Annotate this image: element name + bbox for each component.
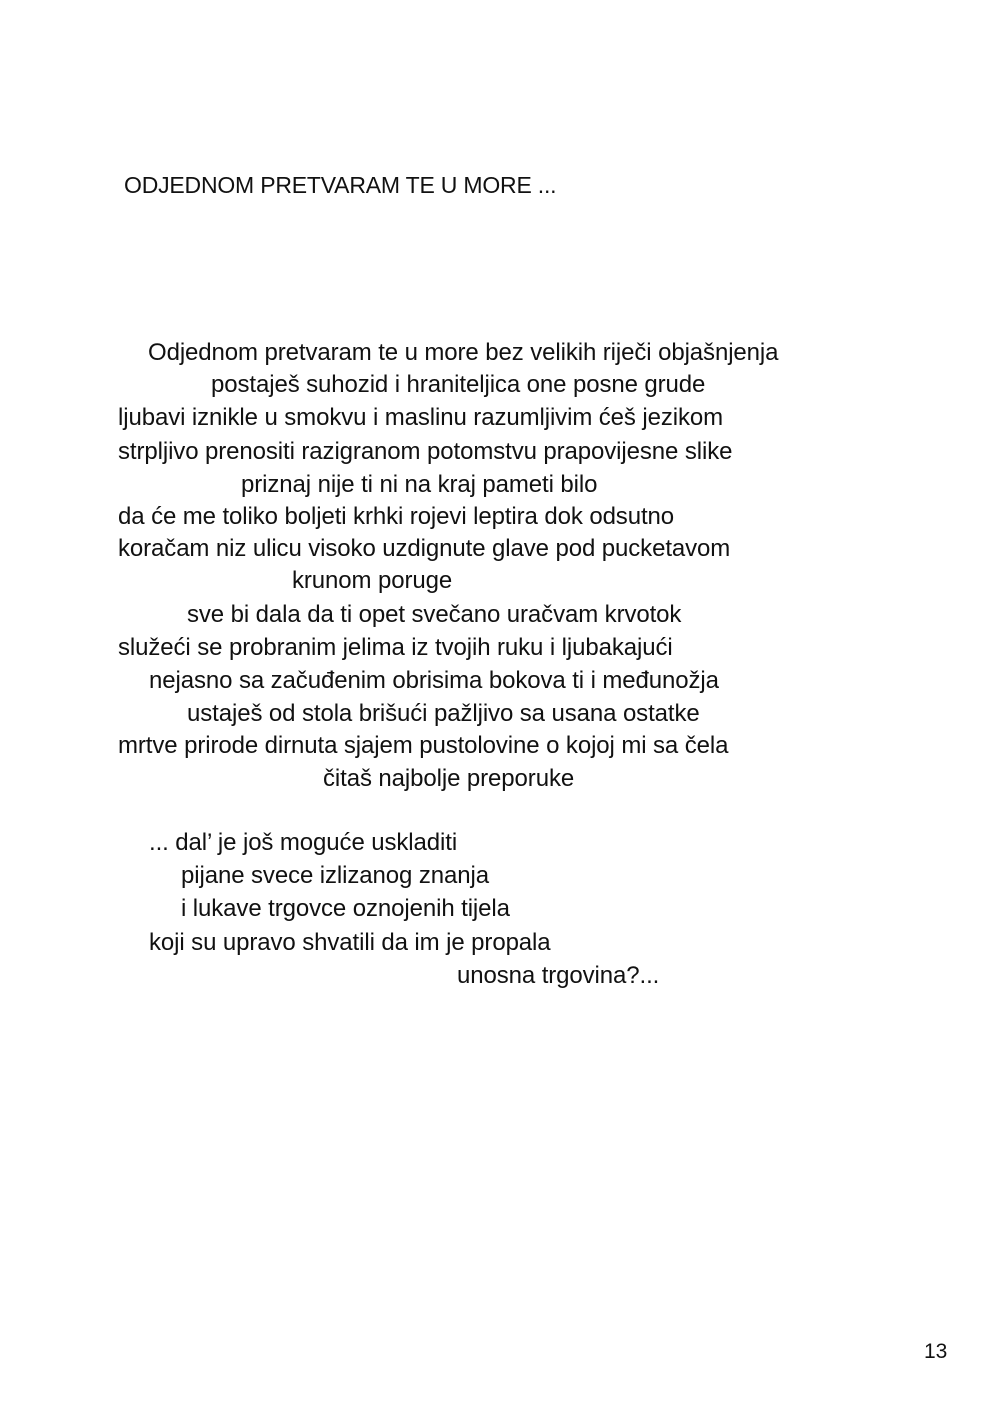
poem-line: postaješ suhozid i hraniteljica one posne grude <box>211 371 706 398</box>
poem-line: Odjednom pretvaram te u more bez velikih riječi objašnjenja <box>148 339 779 366</box>
poem-line: ustaješ od stola brišući pažljivo sa usana ostatke <box>187 700 700 727</box>
poem-line: ljubavi iznikle u smokvu i maslinu razumljivim ćeš jezikom <box>118 404 724 431</box>
poem-line: sve bi dala da ti opet svečano uračvam krvotok <box>187 601 682 628</box>
poem-line: koračam niz ulicu visoko uzdignute glave pod pucketavom <box>118 535 731 562</box>
poem-line: ... dal’ je još moguće uskladiti <box>149 829 458 856</box>
poem-line: pijane svece izlizanog znanja <box>181 862 489 889</box>
poem-line: krunom poruge <box>292 567 453 594</box>
poem-line: unosna trgovina?... <box>457 962 660 989</box>
poem-line: priznaj nije ti ni na kraj pameti bilo <box>241 471 598 498</box>
poem-line: da će me toliko boljeti krhki rojevi leptira dok odsutno <box>118 503 675 530</box>
poem-line: nejasno sa začuđenim obrisima bokova ti i međunožja <box>149 667 719 694</box>
poem-title: ODJEDNOM PRETVARAM TE U MORE ... <box>124 172 557 198</box>
poem-line: mrtve prirode dirnuta sjajem pustolovine o kojoj mi sa čela <box>118 732 729 759</box>
poem-line: služeći se probranim jelima iz tvojih ruku i ljubakajući <box>118 634 673 661</box>
poem-line: koji su upravo shvatili da im je propala <box>149 929 551 956</box>
poem-line: čitaš najbolje preporuke <box>323 765 575 792</box>
poem-line: i lukave trgovce oznojenih tijela <box>181 895 510 922</box>
page-number: 13 <box>924 1340 948 1363</box>
poem-line: strpljivo prenositi razigranom potomstvu prapovijesne slike <box>118 438 733 465</box>
